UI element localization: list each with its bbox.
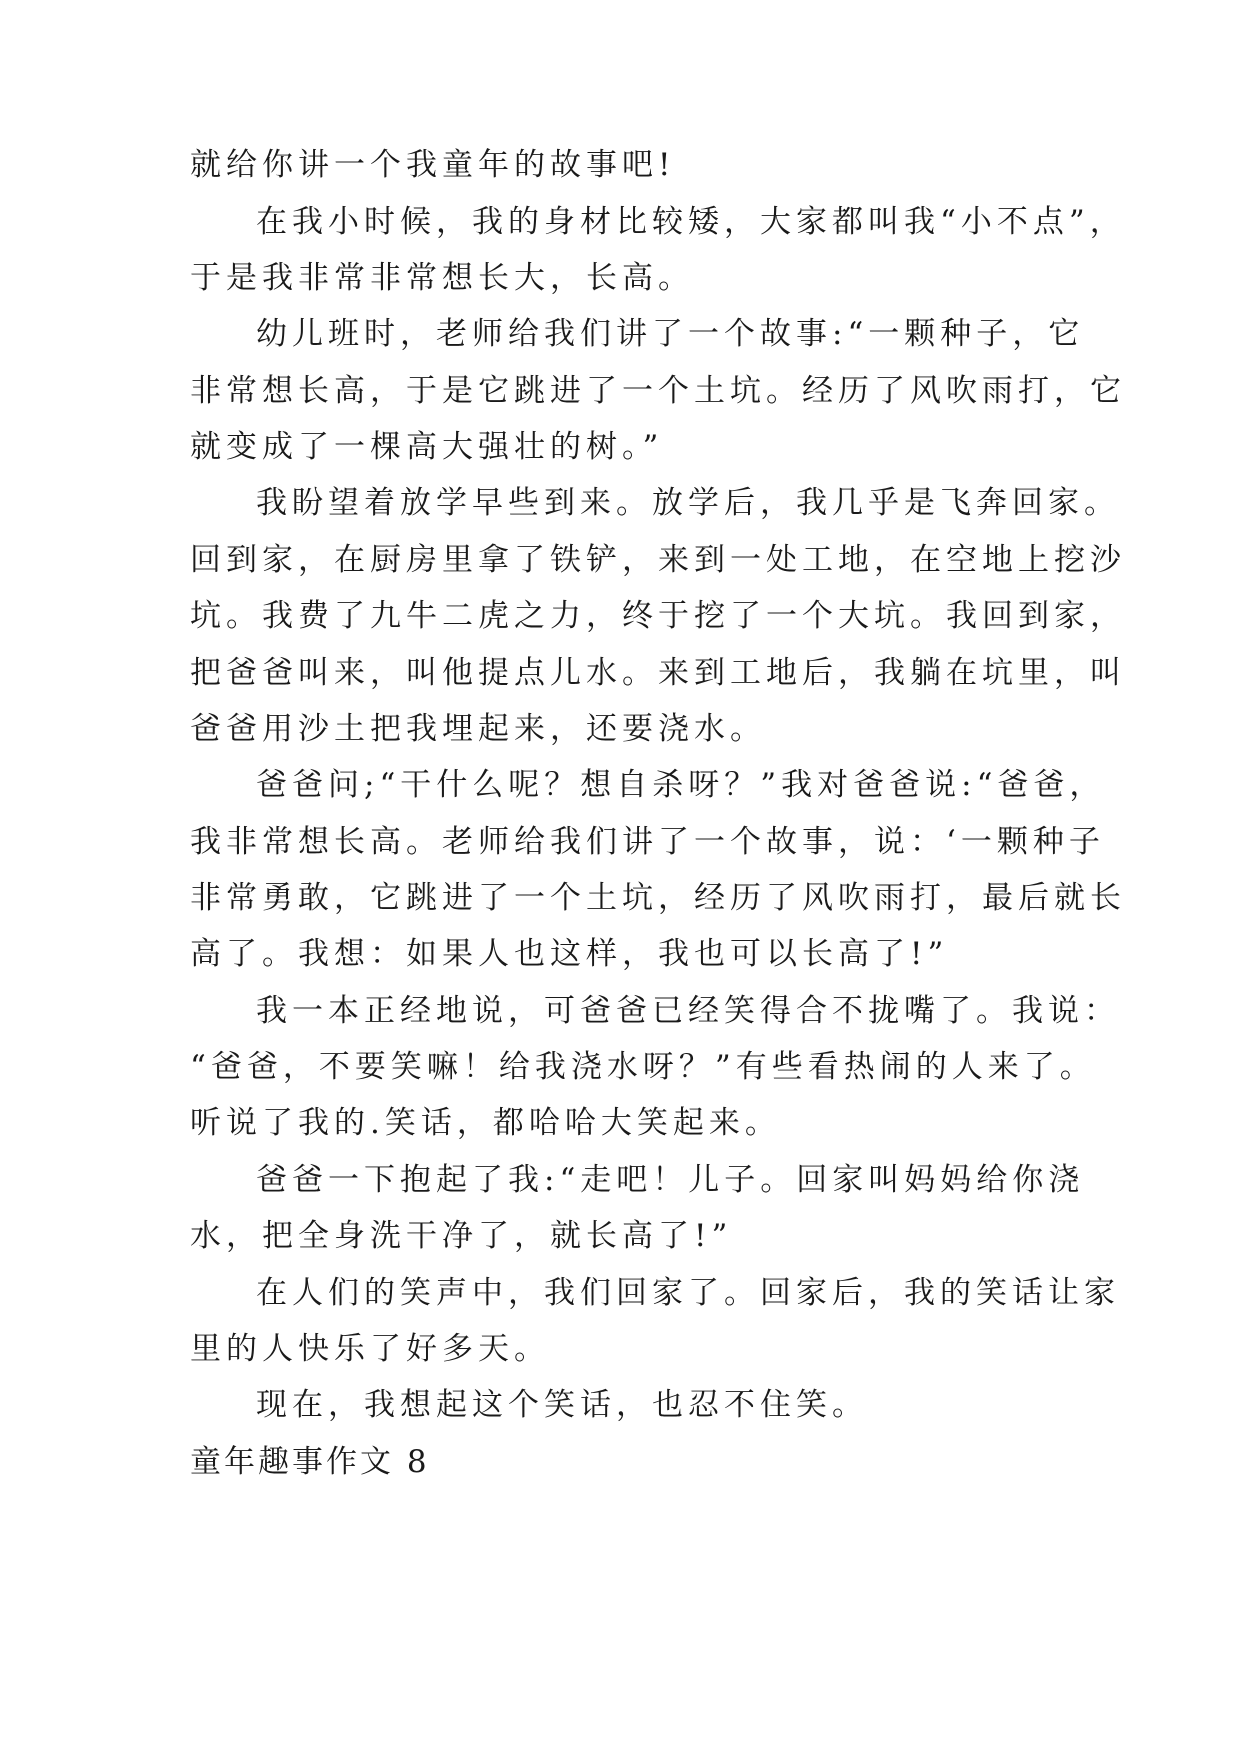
text-line: 幼儿班时，老师给我们讲了一个故事:“一颗种子，它	[256, 316, 1085, 352]
text-line: “爸爸，不要笑嘛！给我浇水呀？”有些看热闹的人来了。	[190, 1049, 1096, 1085]
text-line: 回到家，在厨房里拿了铁铲，来到一处工地，在空地上挖沙	[190, 542, 1126, 578]
text-line: 非常勇敢，它跳进了一个土坑，经历了风吹雨打，最后就长	[190, 880, 1126, 916]
text-line: 爸爸问;“干什么呢？想自杀呀？”我对爸爸说:“爸爸，	[256, 767, 1106, 803]
text-line: 我盼望着放学早些到来。放学后，我几乎是飞奔回家。	[256, 485, 1120, 521]
section-heading: 童年趣事作文 8	[190, 1444, 430, 1480]
text-line: 水，把全身洗干净了，就长高了!”	[190, 1218, 733, 1254]
text-line: 就变成了一棵高大强壮的树。”	[190, 429, 664, 465]
text-line: 现在，我想起这个笑话，也忍不住笑。	[256, 1387, 868, 1423]
text-line: 我非常想长高。老师给我们讲了一个故事，说：‘一颗种子	[190, 824, 1105, 860]
text-line: 非常想长高，于是它跳进了一个土坑。经历了风吹雨打，它	[190, 373, 1126, 409]
text-line: 我一本正经地说，可爸爸已经笑得合不拢嘴了。我说：	[256, 993, 1120, 1029]
text-line: 在我小时候，我的身材比较矮，大家都叫我“小不点”，	[256, 204, 1126, 240]
text-line: 爸爸用沙土把我埋起来，还要浇水。	[190, 711, 766, 747]
text-line: 听说了我的.笑话，都哈哈大笑起来。	[190, 1105, 781, 1141]
text-line: 爸爸一下抱起了我:“走吧！儿子。回家叫妈妈给你浇	[256, 1162, 1085, 1198]
text-line: 就给你讲一个我童年的故事吧!	[190, 147, 676, 183]
text-line: 高了。我想：如果人也这样，我也可以长高了!”	[190, 936, 949, 972]
text-line: 把爸爸叫来，叫他提点儿水。来到工地后，我躺在坑里，叫	[190, 655, 1126, 691]
text-line: 在人们的笑声中，我们回家了。回家后，我的笑话让家	[256, 1275, 1120, 1311]
text-line: 坑。我费了九牛二虎之力，终于挖了一个大坑。我回到家，	[190, 598, 1126, 634]
text-line: 里的人快乐了好多天。	[190, 1331, 550, 1367]
text-line: 于是我非常非常想长大，长高。	[190, 260, 694, 296]
